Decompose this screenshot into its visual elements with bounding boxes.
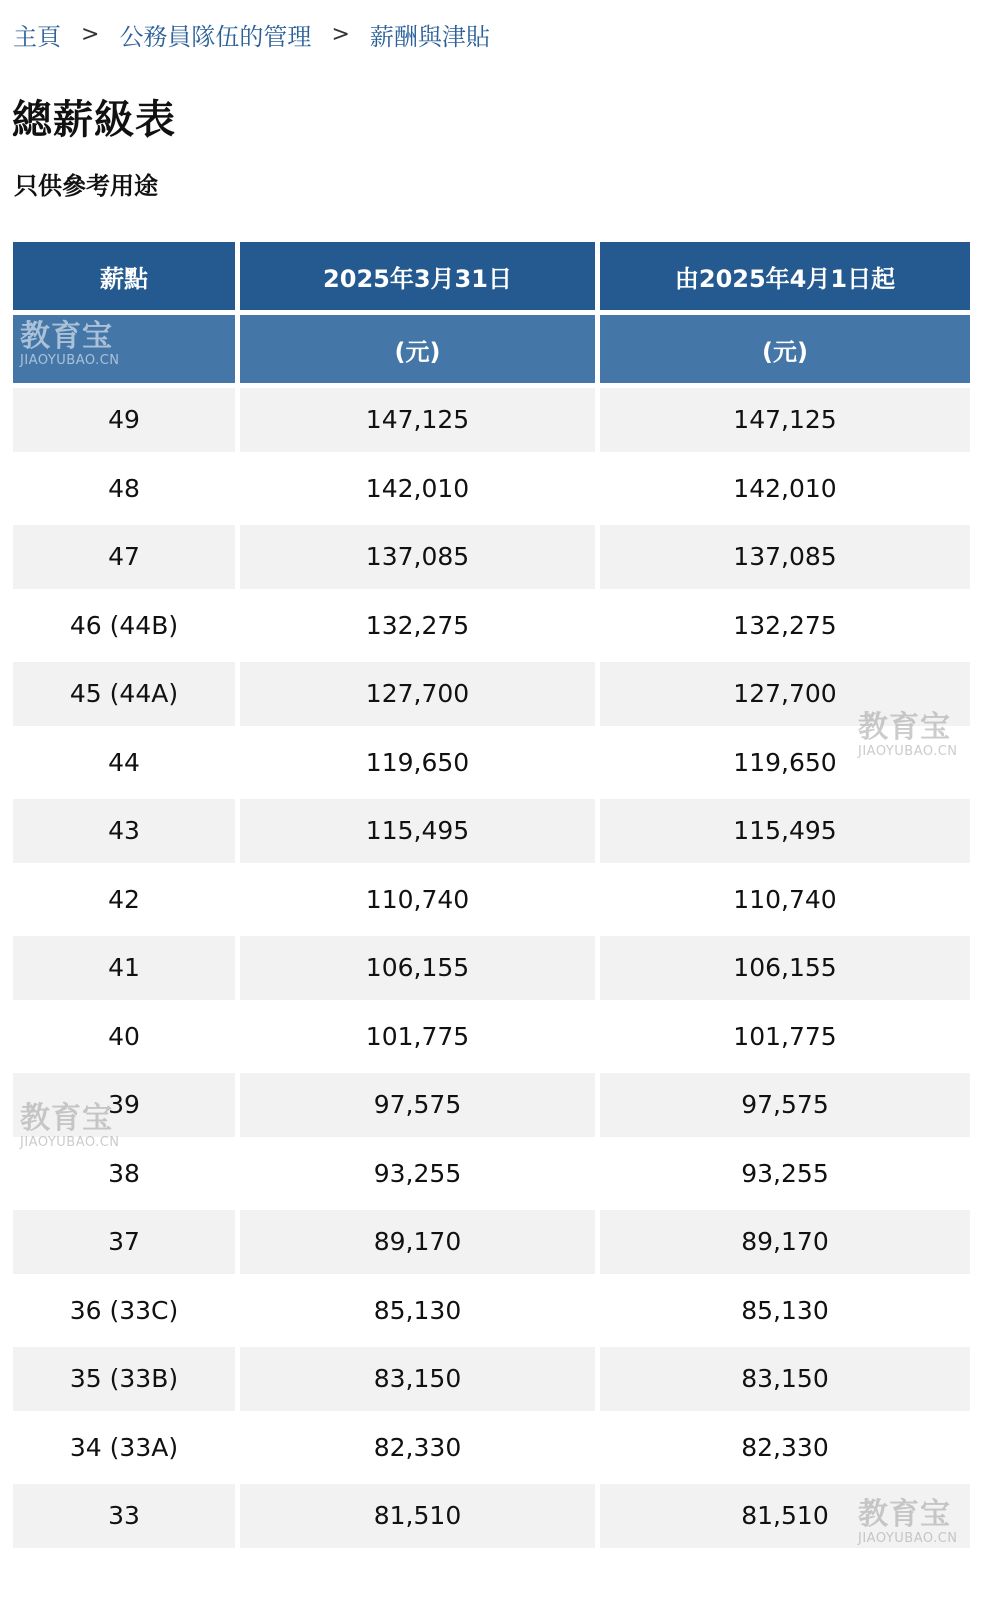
salary-2025-03-31-cell: 106,155 — [240, 936, 595, 1000]
pay-point-cell: 43 — [13, 799, 235, 863]
pay-point-cell: 34 (33A) — [13, 1416, 235, 1480]
pay-point-cell: 36 (33C) — [13, 1279, 235, 1343]
salary-2025-03-31-cell: 127,700 — [240, 662, 595, 726]
watermark-text: 教育宝 — [858, 1497, 951, 1532]
salary-from-2025-04-01-cell: 101,775 — [600, 1005, 970, 1069]
salary-2025-03-31-cell: 115,495 — [240, 799, 595, 863]
pay-point-cell: 47 — [13, 525, 235, 589]
table-row — [13, 1484, 970, 1548]
salary-from-2025-04-01-cell: 83,150 — [600, 1347, 970, 1411]
salary-2025-03-31-cell: 119,650 — [240, 731, 595, 795]
pay-point-cell: 42 — [13, 868, 235, 932]
watermark-text: 教育宝 — [858, 710, 951, 745]
salary-from-2025-04-01-cell: 127,700 — [600, 662, 970, 726]
salary-from-2025-04-01-cell: 97,575 — [600, 1073, 970, 1137]
pay-point-cell: 48 — [13, 457, 235, 521]
pay-point-cell: 46 (44B) — [13, 594, 235, 658]
page-title: 總薪級表 — [12, 97, 176, 143]
salary-from-2025-04-01-cell: 93,255 — [600, 1142, 970, 1206]
column-header-2025-03-31: 2025年3月31日 — [240, 242, 595, 310]
salary-from-2025-04-01-cell: 89,170 — [600, 1210, 970, 1274]
table-subheader-row — [13, 315, 970, 383]
salary-2025-03-31-cell: 110,740 — [240, 868, 595, 932]
salary-from-2025-04-01-cell: 119,650 — [600, 731, 970, 795]
salary-2025-03-31-cell: 101,775 — [240, 1005, 595, 1069]
table-row — [13, 662, 970, 726]
salary-from-2025-04-01-cell: 115,495 — [600, 799, 970, 863]
salary-2025-03-31-cell: 97,575 — [240, 1073, 595, 1137]
table-row — [13, 799, 970, 863]
table-row — [13, 1005, 970, 1069]
salary-2025-03-31-cell: 85,130 — [240, 1279, 595, 1343]
page-subtitle: 只供參考用途 — [14, 172, 158, 200]
salary-2025-03-31-cell: 89,170 — [240, 1210, 595, 1274]
subheader-pay-point — [13, 315, 235, 383]
pay-point-cell: 38 — [13, 1142, 235, 1206]
salary-2025-03-31-cell: 147,125 — [240, 388, 595, 452]
watermark-text: 教育宝 — [20, 319, 113, 354]
pay-point-cell: 44 — [13, 731, 235, 795]
breadcrumb — [13, 16, 490, 52]
table-row — [13, 525, 970, 589]
salary-from-2025-04-01-cell: 142,010 — [600, 457, 970, 521]
table-header-row — [13, 242, 970, 310]
salary-from-2025-04-01-cell: 147,125 — [600, 388, 970, 452]
salary-2025-03-31-cell: 81,510 — [240, 1484, 595, 1548]
table-row — [13, 731, 970, 795]
table-row — [13, 868, 970, 932]
salary-2025-03-31-cell: 142,010 — [240, 457, 595, 521]
pay-point-cell: 37 — [13, 1210, 235, 1274]
pay-point-cell: 41 — [13, 936, 235, 1000]
breadcrumb-separator: > — [81, 21, 100, 47]
column-header-pay-point: 薪點 — [13, 242, 235, 310]
table-row — [13, 1416, 970, 1480]
breadcrumb-civil-service-link[interactable]: 公務員隊伍的管理 — [119, 22, 312, 51]
table-row — [13, 1073, 970, 1137]
watermark-url: JIAOYUBAO.CN — [858, 744, 958, 759]
pay-point-cell: 45 (44A) — [13, 662, 235, 726]
salary-2025-03-31-cell: 82,330 — [240, 1416, 595, 1480]
table-row — [13, 388, 970, 452]
salary-2025-03-31-cell: 83,150 — [240, 1347, 595, 1411]
salary-2025-03-31-cell: 93,255 — [240, 1142, 595, 1206]
salary-from-2025-04-01-cell: 82,330 — [600, 1416, 970, 1480]
table-row — [13, 457, 970, 521]
salary-from-2025-04-01-cell: 106,155 — [600, 936, 970, 1000]
pay-point-cell: 49 — [13, 388, 235, 452]
breadcrumb-pay-allowances-link[interactable]: 薪酬與津貼 — [369, 22, 490, 51]
watermark-text: 教育宝 — [20, 1101, 113, 1136]
watermark-url: JIAOYUBAO.CN — [20, 353, 120, 368]
salary-from-2025-04-01-cell: 81,510 — [600, 1484, 970, 1548]
watermark-url: JIAOYUBAO.CN — [858, 1531, 958, 1546]
pay-point-cell: 39 — [13, 1073, 235, 1137]
breadcrumb-home-link[interactable]: 主頁 — [13, 22, 61, 51]
table-row — [13, 936, 970, 1000]
pay-point-cell: 33 — [13, 1484, 235, 1548]
subheader-unit: (元) — [600, 315, 970, 383]
column-header-from-2025-04-01: 由2025年4月1日起 — [600, 242, 970, 310]
salary-from-2025-04-01-cell: 132,275 — [600, 594, 970, 658]
salary-from-2025-04-01-cell: 85,130 — [600, 1279, 970, 1343]
salary-from-2025-04-01-cell: 110,740 — [600, 868, 970, 932]
salary-2025-03-31-cell: 137,085 — [240, 525, 595, 589]
pay-point-cell: 35 (33B) — [13, 1347, 235, 1411]
salary-2025-03-31-cell: 132,275 — [240, 594, 595, 658]
table-row — [13, 594, 970, 658]
watermark-url: JIAOYUBAO.CN — [20, 1135, 120, 1150]
table-row — [13, 1142, 970, 1206]
pay-point-cell: 40 — [13, 1005, 235, 1069]
table-row — [13, 1279, 970, 1343]
table-row — [13, 1347, 970, 1411]
table-row — [13, 1210, 970, 1274]
subheader-unit: (元) — [240, 315, 595, 383]
master-pay-scale-table — [8, 237, 975, 1553]
salary-from-2025-04-01-cell: 137,085 — [600, 525, 970, 589]
breadcrumb-separator: > — [331, 21, 350, 47]
